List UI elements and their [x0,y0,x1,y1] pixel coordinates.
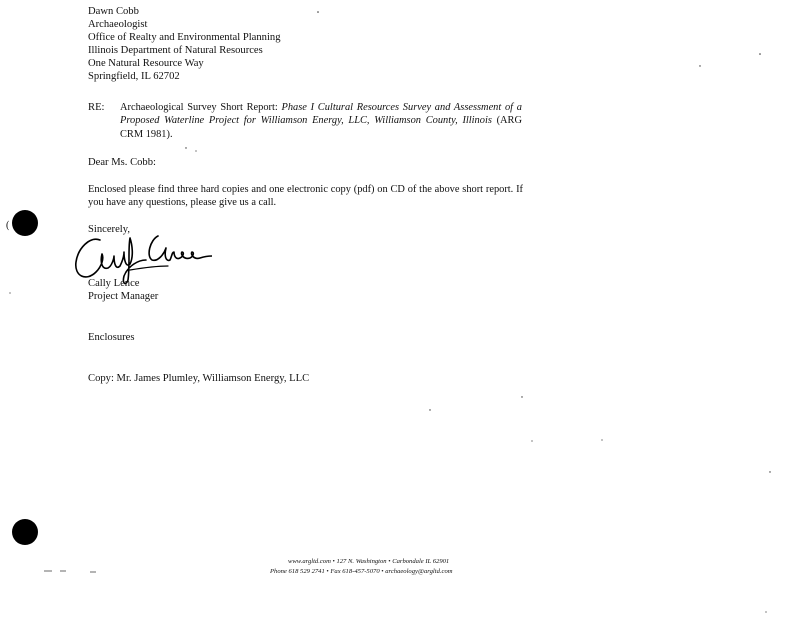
salutation: Dear Ms. Cobb: [88,157,156,168]
enclosures-note: Enclosures [88,332,135,343]
footer-address-line: www.argltd.com • 127 N. Washington • Carbondale IL 62901 [288,558,450,565]
recipient-street: One Natural Resource Way [88,58,204,70]
signer-title: Project Manager [88,291,159,302]
punch-hole-bottom [12,519,38,545]
re-subject [120,101,522,141]
signer-name: Cally Lence [88,278,140,289]
re-subject-report-title: Phase I Cultural Resources Survey and Assessment of a Proposed Waterline Project for Williamson Energy, LLC, Williamson County, Illinois [120,102,522,127]
re-subject-lead: Archaeological Survey Short Report: [120,102,282,113]
recipient-address-block [88,5,281,84]
copy-line: Copy: Mr. James Plumley, Williamson Energy, LLC [88,373,310,384]
re-subject-tail: (ARG CRM 1981). [120,115,522,140]
punch-hole-top [12,210,38,236]
closing: Sincerely, [88,224,130,235]
re-label: RE: [88,102,105,113]
recipient-department: Illinois Department of Natural Resources [88,45,263,57]
footer-contact-line: Phone 618 529 2741 • Fax 618-457-5070 • archaeology@argltd.com [270,568,453,575]
body-paragraph: Enclosed please find three hard copies and one electronic copy (pdf) on CD of the above short report. If you have any questions, please give us a call. [88,184,523,209]
recipient-name: Dawn Cobb [88,6,139,17]
recipient-title: Archaeologist [88,19,148,31]
recipient-city: Springfield, IL 62702 [88,71,180,83]
margin-mark: ( [6,220,10,231]
recipient-office: Office of Realty and Environmental Planning [88,32,281,44]
